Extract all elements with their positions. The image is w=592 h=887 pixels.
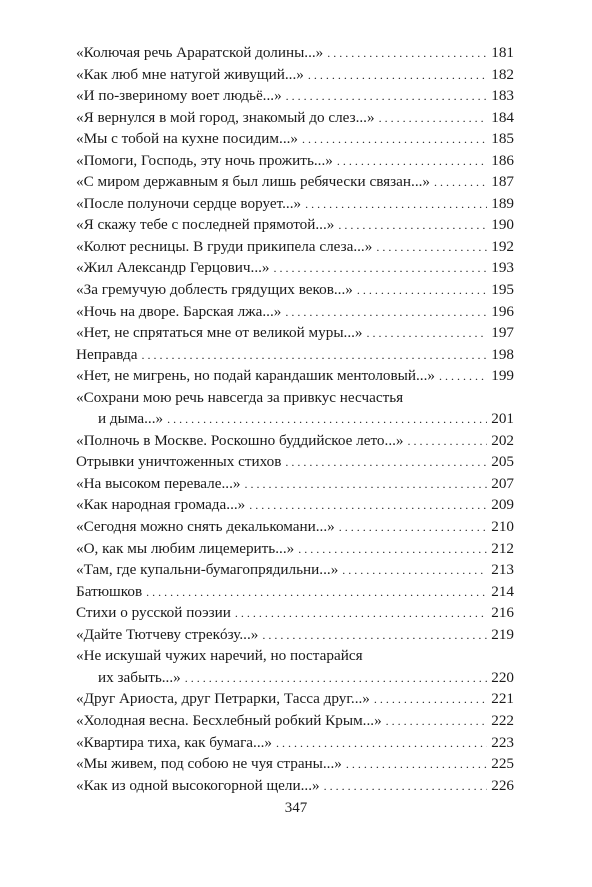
dot-leader: [408, 431, 488, 453]
toc-entry: [76, 473, 514, 495]
entry-title: «Как народная громада...»: [76, 496, 246, 514]
dot-leader: [249, 495, 487, 517]
dot-leader: [434, 172, 487, 194]
entry-page-number: 187: [491, 173, 514, 191]
toc-entry: [76, 107, 514, 129]
toc-entry: [76, 279, 514, 301]
dot-leader: [167, 409, 487, 431]
entry-title: «После полуночи сердце ворует...»: [76, 194, 302, 212]
entry-title: «Я скажу тебе с последней прямотой...»: [76, 216, 335, 234]
entry-page-number: 189: [491, 194, 514, 212]
entry-page-number: 210: [491, 518, 514, 536]
entry-title: «Мы живем, под собою не чуя страны...»: [76, 755, 342, 773]
toc-entry: [76, 64, 514, 86]
toc-entry: [76, 430, 514, 452]
toc-entry: [76, 301, 514, 323]
dot-leader: [276, 733, 487, 755]
entry-page-number: 182: [491, 65, 514, 83]
dot-leader: [386, 711, 488, 733]
entry-page-number: 209: [491, 496, 514, 514]
entry-page-number: 183: [491, 87, 514, 105]
entry-page-number: 195: [491, 281, 514, 299]
dot-leader: [285, 302, 487, 324]
entry-title: «За гремучую доблесть грядущих веков...»: [76, 281, 353, 299]
entry-title: их забыть...»: [98, 668, 181, 686]
entry-title: «Сохрани мою речь навсегда за привкус несчастья: [76, 388, 404, 406]
entry-page-number: 207: [491, 474, 514, 492]
dot-leader: [244, 474, 487, 496]
dot-leader: [342, 560, 487, 582]
table-of-contents: [76, 42, 514, 796]
toc-entry: [76, 408, 514, 430]
entry-title: «Я вернулся в мой город, знакомый до слез...»: [76, 108, 375, 126]
toc-entry: [76, 85, 514, 107]
entry-title: Отрывки уничтоженных стихов: [76, 453, 282, 471]
toc-entry: [76, 42, 514, 64]
entry-page-number: 201: [491, 410, 514, 428]
entry-page-number: 198: [491, 345, 514, 363]
entry-title: «Колючая речь Араратской долины...»: [76, 44, 324, 61]
entry-title: «Друг Ариоста, друг Петрарки, Тасса друг...»: [76, 690, 370, 708]
entry-title: «Ночь на дворе. Барская лжа...»: [76, 302, 282, 320]
entry-title: «Колют ресницы. В груди прикипела слеза...»: [76, 237, 373, 255]
toc-entry: [76, 538, 514, 560]
toc-entry: [76, 171, 514, 193]
entry-title: «Там, где купальни-бумагопрядильни...»: [76, 561, 339, 579]
dot-leader: [367, 323, 488, 345]
entry-page-number: 216: [491, 604, 514, 622]
dot-leader: [327, 43, 487, 65]
entry-title: «Квартира тиха, как бумага...»: [76, 733, 273, 751]
dot-leader: [379, 108, 488, 130]
toc-entry: [76, 667, 514, 689]
entry-title: «С миром державным я был лишь ребячески связан...»: [76, 173, 431, 191]
dot-leader: [305, 194, 487, 216]
entry-page-number: 225: [491, 755, 514, 773]
entry-page-number: 222: [491, 711, 514, 729]
entry-title: «Холодная весна. Бесхлебный робкий Крым...»: [76, 711, 382, 729]
entry-title: Стихи о русской поэзии: [76, 604, 231, 622]
toc-entry: [76, 602, 514, 624]
entry-page-number: 202: [491, 431, 514, 449]
entry-title: «Нет, не мигрень, но подай карандашик ментоловый...»: [76, 367, 435, 385]
toc-entry: [76, 581, 514, 603]
dot-leader: [302, 129, 487, 151]
toc-entry: [76, 150, 514, 172]
dot-leader: [298, 539, 487, 561]
toc-entry: [76, 624, 514, 646]
toc-entry: [76, 516, 514, 538]
dot-leader: [357, 280, 487, 302]
toc-entry: [76, 322, 514, 344]
entry-page-number: 223: [491, 733, 514, 751]
toc-entry: [76, 688, 514, 710]
dot-leader: [185, 668, 487, 690]
entry-title: «Сегодня можно снять декалькомани...»: [76, 518, 335, 536]
entry-page-number: 205: [491, 453, 514, 471]
entry-page-number: 196: [491, 302, 514, 320]
entry-title: «Нет, не спрятаться мне от великой муры...»: [76, 324, 363, 342]
entry-title: «Не искушай чужих наречий, но постарайся: [76, 647, 363, 665]
toc-entry: [76, 128, 514, 150]
entry-page-number: 212: [491, 539, 514, 557]
toc-entry: [76, 753, 514, 775]
entry-title: «Как из одной высокогорной щели...»: [76, 776, 320, 794]
dot-leader: [235, 603, 487, 625]
toc-entry: [76, 559, 514, 581]
toc-entry: [76, 494, 514, 516]
toc-entry: [76, 193, 514, 215]
toc-entry: [76, 775, 514, 797]
entry-title: «Как люб мне натугой живущий...»: [76, 65, 304, 83]
dot-leader: [376, 237, 487, 259]
dot-leader: [286, 86, 488, 108]
dot-leader: [439, 366, 487, 388]
toc-entry: [76, 732, 514, 754]
toc-entry: [76, 387, 514, 409]
entry-page-number: 184: [491, 108, 514, 126]
entry-page-number: 185: [491, 130, 514, 148]
entry-title: «Жил Александр Герцович...»: [76, 259, 270, 277]
toc-entry: [76, 236, 514, 258]
entry-title: «Помоги, Господь, эту ночь прожить...»: [76, 151, 333, 169]
entry-title: Неправда: [76, 345, 138, 363]
entry-title: и дыма...»: [98, 410, 164, 428]
dot-leader: [308, 65, 487, 87]
entry-page-number: 186: [491, 151, 514, 169]
dot-leader: [324, 776, 488, 798]
dot-leader: [262, 625, 487, 647]
toc-entry: [76, 257, 514, 279]
entry-title: «И по-звериному воет людьё...»: [76, 87, 282, 105]
dot-leader: [285, 452, 487, 474]
toc-entry: [76, 214, 514, 236]
entry-title: «Дайте Тютчеву стрекóзу...»: [76, 625, 259, 643]
dot-leader: [339, 517, 487, 539]
entry-page-number: 220: [491, 668, 514, 686]
entry-title: «О, как мы любим лицемерить...»: [76, 539, 295, 557]
entry-page-number: 193: [491, 259, 514, 277]
toc-entry: [76, 344, 514, 366]
dot-leader: [374, 689, 487, 711]
dot-leader: [274, 258, 488, 280]
entry-page-number: 190: [491, 216, 514, 234]
entry-title: Батюшков: [76, 582, 143, 600]
dot-leader: [337, 151, 487, 173]
entry-title: «На высоком перевале...»: [76, 474, 241, 492]
dot-leader: [346, 754, 487, 776]
entry-title: «Полночь в Москве. Роскошно буддийское лето...»: [76, 431, 404, 449]
toc-entry: [76, 451, 514, 473]
entry-title: «Мы с тобой на кухне посидим...»: [76, 130, 299, 148]
entry-page-number: 219: [491, 625, 514, 643]
entry-page-number: 221: [491, 690, 514, 708]
entry-page-number: 192: [491, 237, 514, 255]
entry-page-number: 199: [491, 367, 514, 385]
dot-leader: [338, 215, 487, 237]
page-number: 347: [284, 800, 308, 816]
entry-page-number: 214: [491, 582, 514, 600]
toc-entry: [76, 710, 514, 732]
entry-page-number: 197: [491, 324, 514, 342]
entry-page-number: 226: [491, 776, 514, 794]
dot-leader: [146, 582, 487, 604]
dot-leader: [141, 345, 487, 367]
entry-page-number: 181: [491, 44, 514, 61]
toc-entry: [76, 645, 514, 667]
toc-entry: [76, 365, 514, 387]
entry-page-number: 213: [491, 561, 514, 579]
